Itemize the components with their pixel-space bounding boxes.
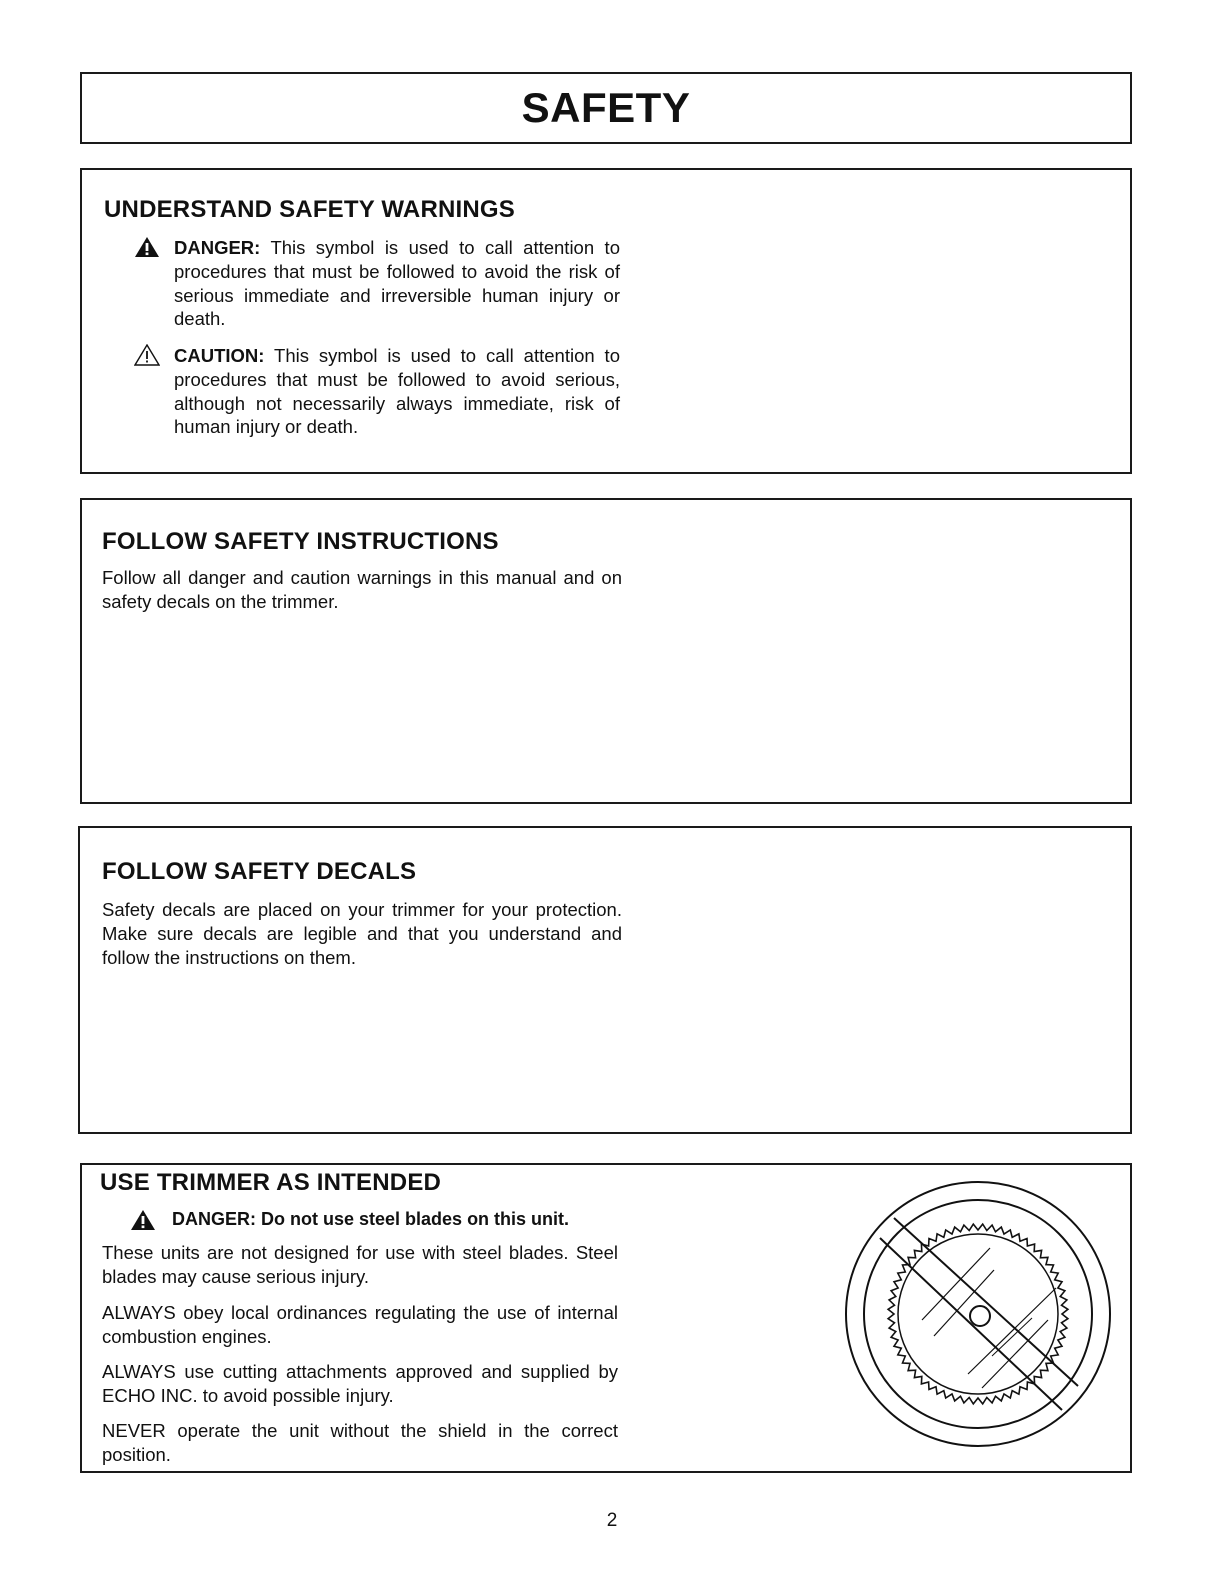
page-title: SAFETY	[521, 84, 691, 131]
no-steel-blade-prohibition-icon	[842, 1178, 1114, 1450]
danger-label: DANGER:	[174, 237, 261, 258]
warning-triangle-outline-icon	[134, 344, 160, 366]
section-heading: FOLLOW SAFETY DECALS	[102, 858, 417, 885]
section-follow-safety-instructions	[80, 498, 1132, 804]
danger-text: This symbol is used to call attention to procedures that must be followed to avoid the risk of serious immediate and irreversible human injury or death.	[174, 237, 620, 330]
danger-label: DANGER:	[172, 1209, 256, 1229]
warning-triangle-filled-icon	[130, 1209, 156, 1231]
section-follow-safety-decals	[78, 826, 1132, 1134]
danger-text: Do not use steel blades on this unit.	[261, 1209, 570, 1229]
decals-text: Safety decals are placed on your trimmer for your protection. Make sure decals are legible and that you understand and follow the instructions on them.	[102, 899, 622, 968]
instructions-text: Follow all danger and caution warnings in this manual and on safety decals on the trimmer.	[102, 567, 622, 612]
section-heading: UNDERSTAND SAFETY WARNINGS	[104, 196, 515, 223]
danger-warning	[130, 1209, 630, 1235]
intended-paragraph: ALWAYS use cutting attachments approved and supplied by ECHO INC. to avoid possible injury.	[102, 1361, 618, 1406]
caution-paragraph	[174, 344, 620, 439]
caution-text: This symbol is used to call attention to procedures that must be followed to avoid serious, although not necessarily always immediate, risk of human injury or death.	[174, 345, 620, 438]
intended-paragraph: ALWAYS obey local ordinances regulating the use of internal combustion engines.	[102, 1302, 618, 1347]
intended-paragraph: NEVER operate the unit without the shield in the correct position.	[102, 1420, 618, 1465]
danger-warning	[134, 236, 634, 336]
page-number: 2	[606, 1510, 618, 1531]
danger-paragraph	[174, 236, 620, 331]
title-box	[80, 72, 1132, 144]
section-heading: USE TRIMMER AS INTENDED	[100, 1169, 442, 1196]
section-understand-safety-warnings	[80, 168, 1132, 474]
caution-warning	[134, 344, 634, 444]
intended-paragraph: These units are not designed for use with steel blades. Steel blades may cause serious injury.	[102, 1242, 618, 1287]
section-heading: FOLLOW SAFETY INSTRUCTIONS	[102, 528, 499, 555]
warning-triangle-filled-icon	[134, 236, 160, 258]
caution-label: CAUTION:	[174, 345, 265, 366]
danger-line	[172, 1209, 569, 1230]
